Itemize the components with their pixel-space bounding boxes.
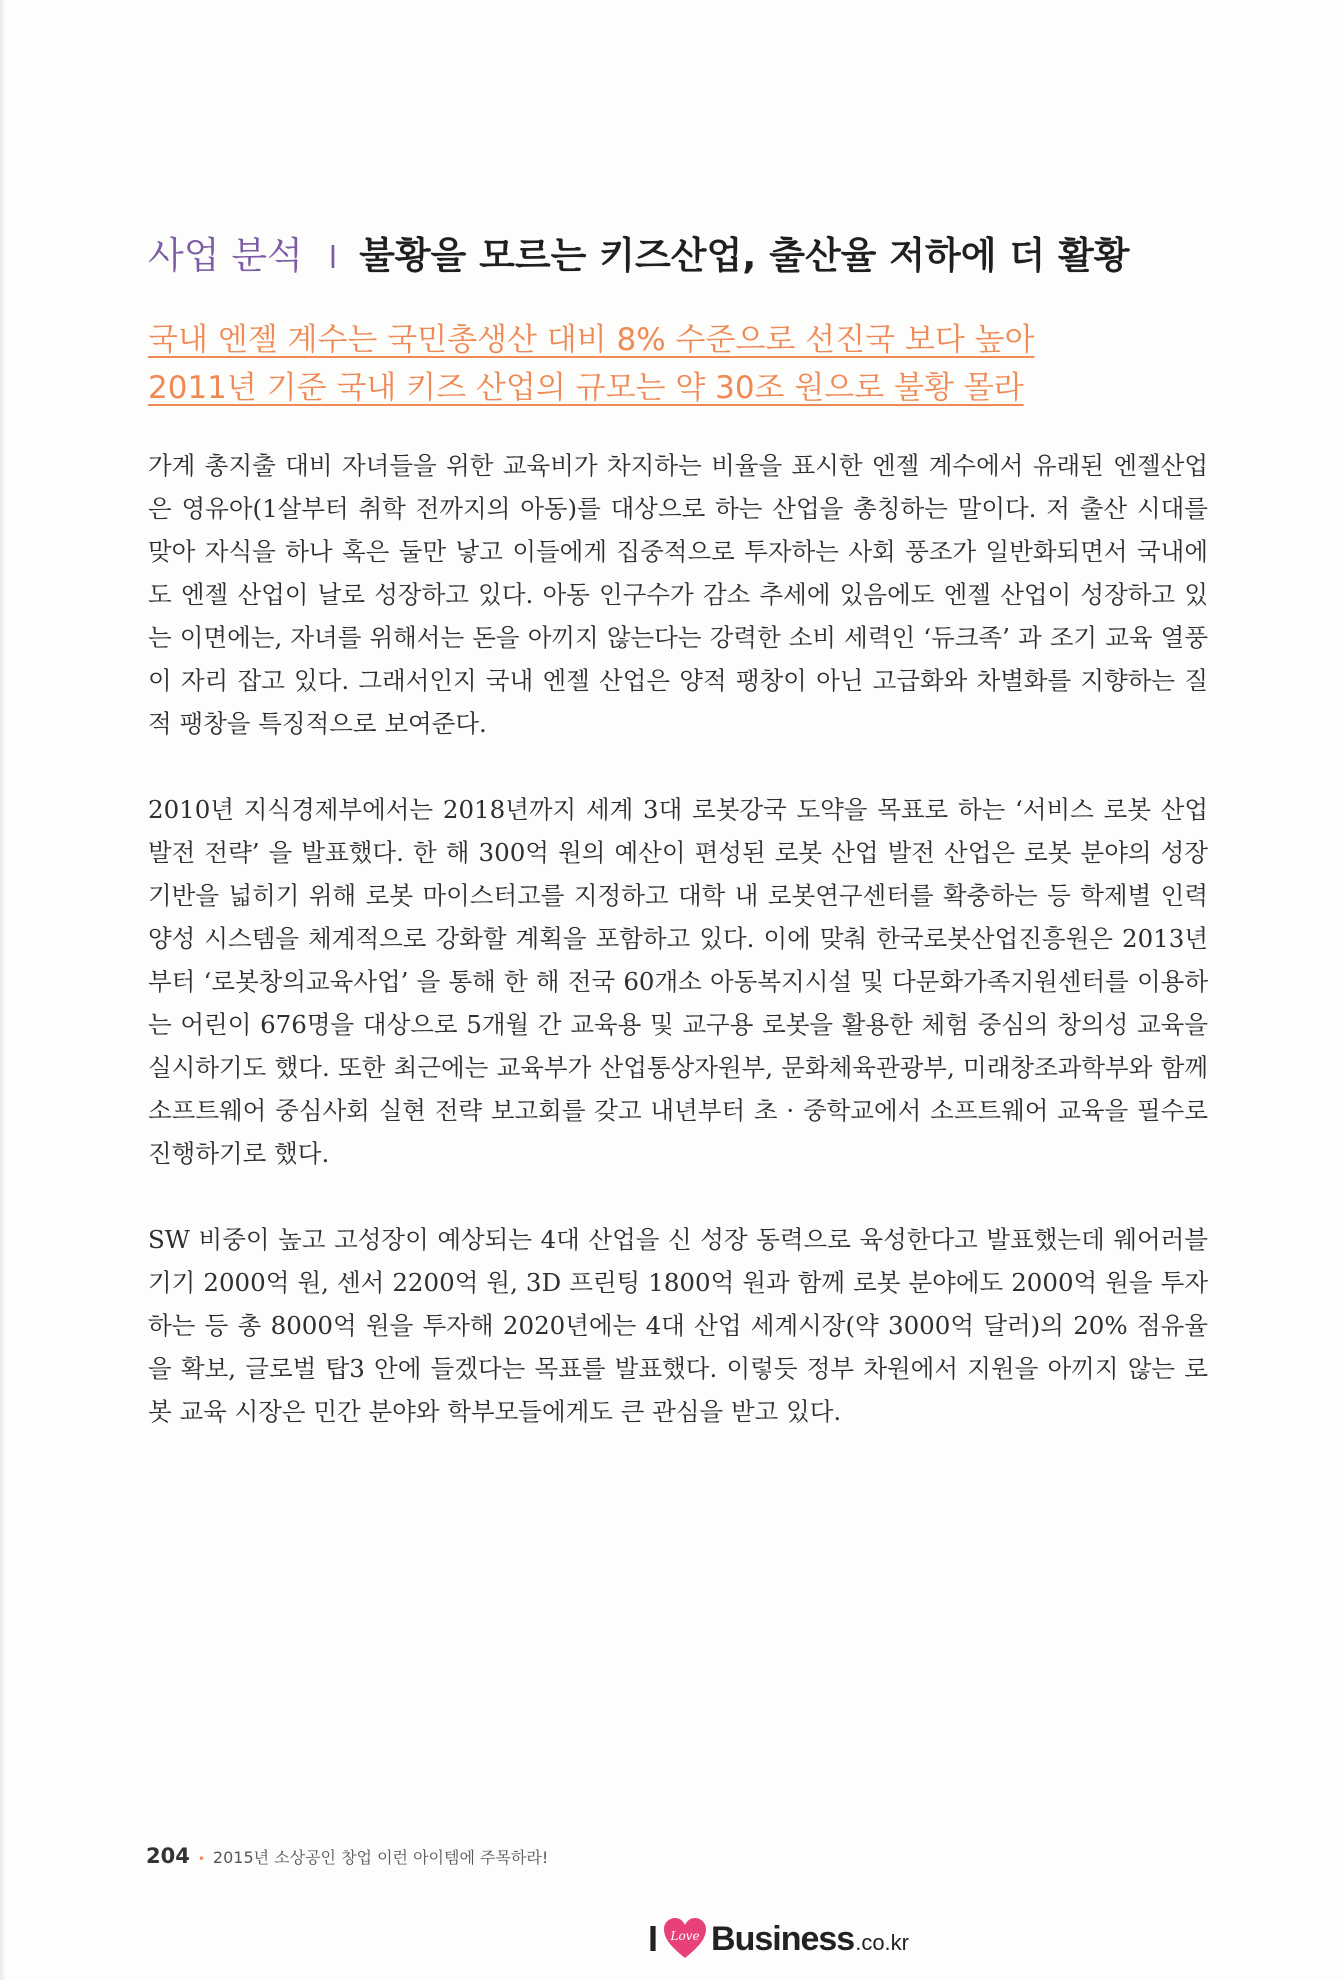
subheading-line-2: 2011년 기준 국내 키즈 산업의 규모는 약 30조 원으로 불황 몰라	[148, 370, 1024, 406]
article-heading	[148, 232, 1208, 283]
brand-prefix: I	[648, 1918, 659, 1959]
article-body	[148, 444, 1208, 1476]
body-paragraph-2: 2010년 지식경제부에서는 2018년까지 세계 3대 로봇강국 도약을 목표로 하는 ‘서비스 로봇 산업 발전 전략’ 을 발표했다. 한 해 300억 원의 예산이 편성된 로봇 산업 발전 산업은 로봇 분야의 성장기반을 넓히기 위해 로봇 마이스터고를 지정하고 대학 내 로봇연구센터를 확충하는 등 학제별 인력양성 시스템을 체계적으로 강화할 계획을 포함하고 있다. 이에 맞춰 한국로봇산업진흥원은 2013년부터 ‘로봇창의교육사업’ 을 통해 한 해 전국 60개소 아동복지시설 및 다문화가족지원센터를 이용하는 어린이 676명을 대상으로 5개월 간 교육용 및 교구용 로봇을 활용한 체험 중심의 창의성 교육을 실시하기도 했다. 또한 최근에는 교육부가 산업통상자원부, 문화체육관광부, 미래창조과학부와 함께 소프트웨어 중심사회 실현 전략 보고회를 갖고 내년부터 초 · 중학교에서 소프트웨어 교육을 필수로 진행하기로 했다.	[148, 795, 1208, 1168]
footer-separator: •	[197, 1852, 205, 1866]
page-number: 204	[146, 1844, 190, 1868]
section-label: 사업 분석	[148, 234, 303, 277]
body-paragraph-1: 가계 총지출 대비 자녀들을 위한 교육비가 차지하는 비율을 표시한 엔젤 계수에서 유래된 엔젤산업은 영유아(1살부터 취학 전까지의 아동)를 대상으로 하는 산업을 총칭하는 말이다. 저 출산 시대를 맞아 자식을 하나 혹은 둘만 낳고 이들에게 집중적으로 투자하는 사회 풍조가 일반화되면서 국내에도 엔젤 산업이 날로 성장하고 있다. 아동 인구수가 감소 추세에 있음에도 엔젤 산업이 성장하고 있는 이면에는, 자녀를 위해서는 돈을 아끼지 않는다는 강력한 소비 세력인 ‘듀크족’ 과 조기 교육 열풍이 자리 잡고 있다. 그래서인지 국내 엔젤 산업은 양적 팽창이 아닌 고급화와 차별화를 지향하는 질적 팽창을 특징적으로 보여준다.	[148, 451, 1208, 738]
subheading-line-1: 국내 엔젤 계수는 국민총생산 대비 8% 수준으로 선진국 보다 높아	[148, 322, 1035, 358]
brand-name: Business	[711, 1919, 855, 1958]
body-paragraph-3: SW 비중이 높고 고성장이 예상되는 4대 산업을 신 성장 동력으로 육성한다고 발표했는데 웨어러블 기기 2000억 원, 센서 2200억 원, 3D 프린팅 1800억 원과 함께 로봇 분야에도 2000억 원을 투자하는 등 총 8000억 원을 투자해 2020년에는 4대 산업 세계시장(약 3000억 달러)의 20% 점유율을 확보, 글로벌 탑3 안에 들겠다는 목표를 발표했다. 이렇듯 정부 차원에서 지원을 아끼지 않는 로봇 교육 시장은 민간 분야와 학부모들에게도 큰 관심을 받고 있다.	[148, 1225, 1208, 1426]
subheading	[148, 316, 1208, 412]
heading-divider: l	[328, 241, 338, 276]
heart-icon	[662, 1916, 708, 1962]
heart-text: Love	[670, 1929, 700, 1943]
brand-logo	[648, 1914, 909, 1964]
book-title: 2015년 소상공인 창업 이런 아이템에 주목하라!	[212, 1848, 549, 1867]
article-title: 불황을 모르는 키즈산업, 출산율 저하에 더 활황	[359, 234, 1130, 277]
page-footer	[146, 1844, 548, 1868]
page-edge	[0, 0, 6, 1980]
brand-domain: .co.kr	[855, 1930, 909, 1955]
